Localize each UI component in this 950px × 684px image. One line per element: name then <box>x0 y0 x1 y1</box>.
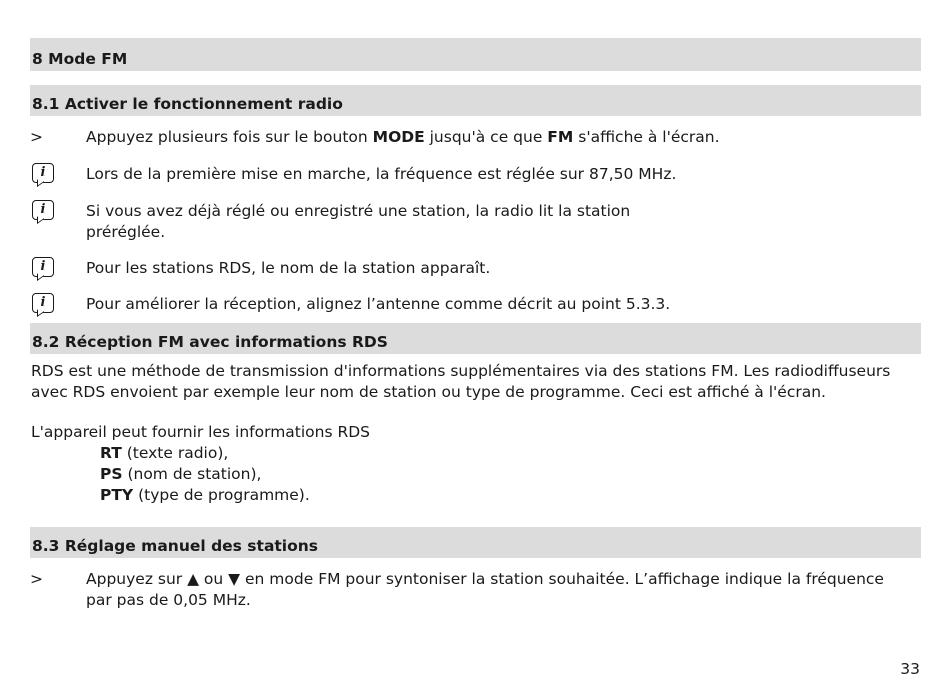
rds-item-pty: PTY (type de programme). <box>100 486 310 504</box>
rds-item-rt: RT (texte radio), <box>100 444 229 462</box>
up-arrow-icon: ▲ <box>187 570 199 588</box>
info-icon: i <box>32 293 54 313</box>
section-heading-8: 8 Mode FM <box>30 38 921 71</box>
rds-paragraph: RDS est une méthode de transmission d'informations supplémentaires via des stations FM. Les radiodiffuseurs avec RDS envoient par exemple leur nom de station ou type de programme. Ceci est affiché à l'écran. <box>31 362 891 401</box>
section-heading-8-2: 8.2 Réception FM avec informations RDS <box>30 323 921 354</box>
fm-keyword: FM <box>547 128 574 146</box>
rds-lead: L'appareil peut fournir les informations RDS <box>31 423 371 441</box>
section-heading-8-3: 8.3 Réglage manuel des stations <box>30 527 921 558</box>
note-text: Lors de la première mise en marche, la fréquence est réglée sur 87,50 MHz. <box>86 165 677 183</box>
info-icon: i <box>32 163 54 183</box>
rds-item-ps: PS (nom de station), <box>100 465 262 483</box>
info-icon: i <box>32 200 54 220</box>
mode-keyword: MODE <box>372 128 425 146</box>
step-marker: > <box>30 128 43 146</box>
info-icon: i <box>32 257 54 277</box>
page-number: 33 <box>900 660 920 678</box>
step-marker: > <box>30 570 43 588</box>
step-text: Appuyez plusieurs fois sur le bouton MODE jusqu'à ce que FM s'affiche à l'écran. <box>86 128 720 146</box>
step-text: Appuyez sur ▲ ou ▼ en mode FM pour syntoniser la station souhaitée. L’affichage indique la fréquence par pas de 0,05 MHz. <box>86 570 884 609</box>
down-arrow-icon: ▼ <box>228 570 241 588</box>
section-heading-8-1: 8.1 Activer le fonctionnement radio <box>30 85 921 116</box>
note-text: Pour améliorer la réception, alignez l’antenne comme décrit au point 5.3.3. <box>86 295 671 313</box>
note-text: Pour les stations RDS, le nom de la station apparaît. <box>86 259 491 277</box>
note-text: Si vous avez déjà réglé ou enregistré une station, la radio lit la station préréglée. <box>86 202 631 241</box>
